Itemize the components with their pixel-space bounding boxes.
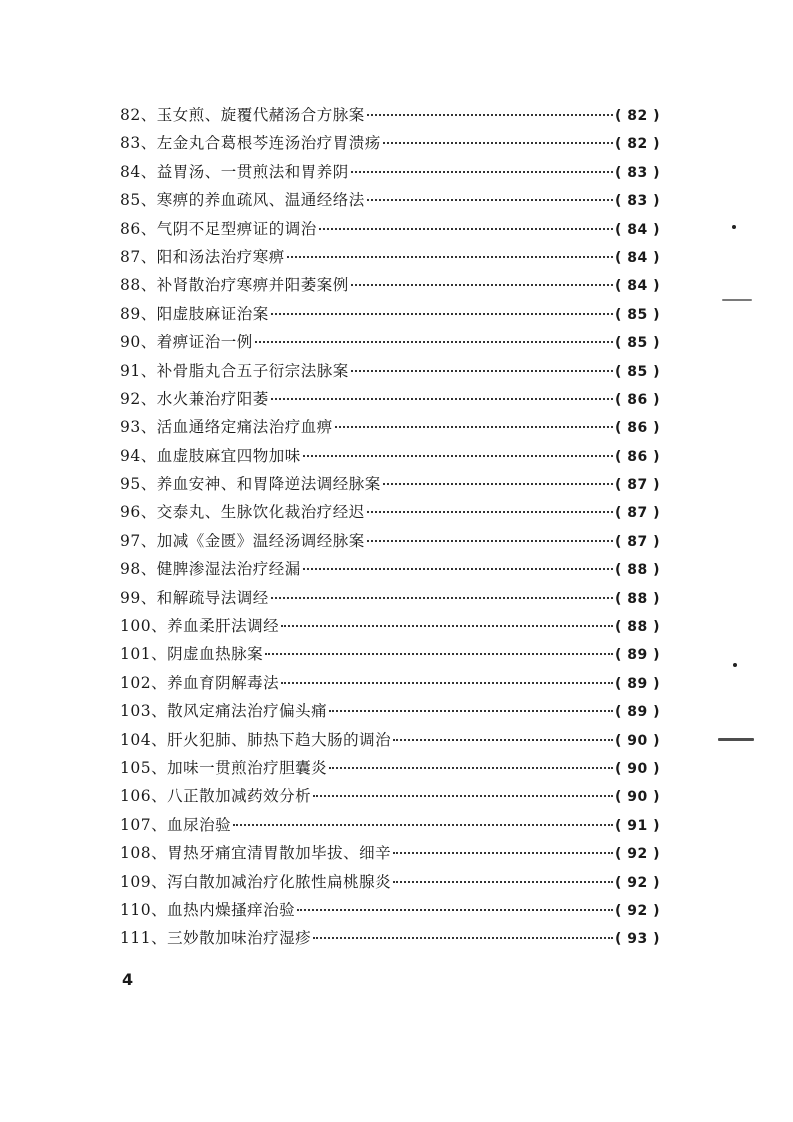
toc-leader-dots [367,511,613,513]
toc-entry-number: 107、 [120,815,168,834]
scan-speck [718,738,754,741]
toc-entry-page: ( 83 ) [614,193,660,210]
toc-entry-page: ( 85 ) [614,306,660,323]
toc-leader-dots [255,341,613,343]
toc-leader-dots [265,653,613,655]
toc-entry-page: ( 89 ) [614,704,660,721]
toc-entry-page: ( 93 ) [614,931,660,948]
toc-entry-number: 103、 [120,702,168,721]
toc-entry-title: 活血通络定痛法治疗血痹 [156,418,333,437]
toc-entry-title: 血热内燥搔痒治验 [167,900,296,919]
toc-entry-page: ( 88 ) [614,562,660,579]
toc-entry-title: 寒痹的养血疏风、温通经络法 [156,191,365,210]
toc-entry-number: 89、 [120,304,157,323]
toc-entry-page: ( 82 ) [614,136,660,153]
toc-entry-number: 93、 [120,418,157,437]
toc-entry [120,500,660,528]
toc-entry-page: ( 89 ) [614,675,660,692]
toc-entry-title: 养血育阴解毒法 [167,673,280,692]
toc-entry-title: 阳虚肢麻证治案 [156,304,269,323]
toc-entry [120,728,660,756]
toc-entry-number: 90、 [120,333,157,352]
toc-entry-title: 加减《金匮》温经汤调经脉案 [156,531,365,550]
toc-entry-title: 养血柔肝法调经 [167,617,280,636]
toc-leader-dots [281,625,613,627]
toc-entry-number: 87、 [120,247,157,266]
toc-entry-title: 阴虚血热脉案 [167,645,264,664]
toc-entry-number: 106、 [120,787,168,806]
toc-entry-title: 着痹证治一例 [156,333,253,352]
toc-entry-number: 83、 [120,134,157,153]
toc-leader-dots [319,228,613,230]
toc-entry-title: 三妙散加味治疗湿疹 [167,929,312,948]
toc-entry-title: 养血安神、和胃降逆法调经脉案 [156,475,381,494]
toc-leader-dots [351,370,613,372]
toc-entry-title: 阳和汤法治疗寒痹 [156,247,285,266]
toc-entry-page: ( 87 ) [614,505,660,522]
toc-entry-page: ( 84 ) [614,221,660,238]
toc-entry-page: ( 92 ) [614,874,660,891]
toc-leader-dots [271,398,613,400]
toc-entry [120,330,660,358]
toc-entry-page: ( 86 ) [614,391,660,408]
toc-entry-page: ( 90 ) [614,760,660,777]
toc-entry-page: ( 85 ) [614,335,660,352]
toc-entry [120,671,660,699]
toc-entry-number: 85、 [120,191,157,210]
toc-entry-page: ( 91 ) [614,817,660,834]
toc-entry [120,359,660,387]
toc-leader-dots [383,483,613,485]
toc-entry-number: 94、 [120,446,157,465]
toc-entry [120,614,660,642]
toc-entry-page: ( 90 ) [614,732,660,749]
toc-entry [120,160,660,188]
scan-speck [733,663,737,667]
toc-entry [120,756,660,784]
toc-entry [120,415,660,443]
toc-entry-number: 91、 [120,361,157,380]
toc-entry-number: 111、 [120,929,168,948]
toc-entry-number: 84、 [120,162,157,181]
toc-entry [120,642,660,670]
toc-entry-number: 109、 [120,872,168,891]
toc-entry-title: 补肾散治疗寒痹并阳萎案例 [156,276,349,295]
toc-entry-title: 肝火犯肺、肺热下趋大肠的调治 [167,730,392,749]
toc-entry-page: ( 89 ) [614,647,660,664]
toc-entry [120,926,660,954]
toc-entry-page: ( 86 ) [614,420,660,437]
toc-entry-page: ( 92 ) [614,846,660,863]
toc-leader-dots [303,568,613,570]
toc-leader-dots [271,313,613,315]
toc-entry-title: 加味一贯煎治疗胆囊炎 [167,758,328,777]
toc-entry-title: 血尿治验 [167,815,232,834]
toc-leader-dots [281,682,613,684]
toc-leader-dots [367,114,613,116]
toc-leader-dots [393,852,613,854]
toc-entry-number: 105、 [120,758,168,777]
toc-leader-dots [335,426,613,428]
toc-entry-title: 血虚肢麻宜四物加味 [156,446,301,465]
toc-entry-page: ( 90 ) [614,789,660,806]
page-number: 4 [122,970,134,989]
toc-entry [120,557,660,585]
toc-entry-number: 108、 [120,844,168,863]
toc-entry-page: ( 87 ) [614,477,660,494]
toc-entry [120,529,660,557]
toc-entry-number: 100、 [120,617,168,636]
toc-entry-number: 96、 [120,503,157,522]
toc-entry-page: ( 83 ) [614,164,660,181]
toc-leader-dots [313,937,613,939]
scan-speck [732,225,736,229]
toc-entry-title: 泻白散加减治疗化脓性扁桃腺炎 [167,872,392,891]
toc-entry-number: 104、 [120,730,168,749]
toc-entry-number: 99、 [120,588,157,607]
toc-entry [120,586,660,614]
toc-entry [120,784,660,812]
toc-entry-number: 101、 [120,645,168,664]
toc-leader-dots [351,171,613,173]
toc-leader-dots [329,710,613,712]
toc-leader-dots [351,284,613,286]
toc-entry-title: 和解疏导法调经 [156,588,269,607]
toc-entry-number: 102、 [120,673,168,692]
toc-leader-dots [271,597,613,599]
toc-entry-number: 97、 [120,531,157,550]
toc-entry-title: 左金丸合葛根芩连汤治疗胃溃疡 [156,134,381,153]
toc-entry-title: 健脾渗湿法治疗经漏 [156,560,301,579]
toc-entry [120,898,660,926]
toc-entry-number: 110、 [120,900,168,919]
toc-entry [120,245,660,273]
toc-entry-page: ( 88 ) [614,619,660,636]
toc-entry-page: ( 84 ) [614,249,660,266]
toc-leader-dots [313,795,613,797]
toc-entry-title: 益胃汤、一贯煎法和胃养阴 [156,162,349,181]
toc-entry-number: 95、 [120,475,157,494]
toc-leader-dots [393,739,613,741]
toc-leader-dots [303,455,613,457]
toc-entry [120,813,660,841]
toc-entry [120,188,660,216]
toc-entry-number: 92、 [120,389,157,408]
toc-entry-title: 胃热牙痛宜清胃散加毕拔、细辛 [167,844,392,863]
toc-leader-dots [383,142,613,144]
toc-entry [120,217,660,245]
toc-leader-dots [367,199,613,201]
toc-entry [120,302,660,330]
toc-leader-dots [297,909,613,911]
toc-entry-page: ( 92 ) [614,902,660,919]
toc-leader-dots [287,256,613,258]
toc-entry [120,387,660,415]
toc-entry-title: 八正散加减药效分析 [167,787,312,806]
toc-entry-page: ( 85 ) [614,363,660,380]
toc-entry [120,273,660,301]
toc-leader-dots [367,540,613,542]
scan-speck [722,299,752,301]
table-of-contents [120,103,660,955]
toc-entry-title: 玉女煎、旋覆代赭汤合方脉案 [156,106,365,124]
toc-entry [120,103,660,131]
toc-entry-number: 82、 [120,106,157,124]
toc-entry-page: ( 84 ) [614,278,660,295]
toc-entry-number: 86、 [120,219,157,238]
toc-leader-dots [393,881,613,883]
toc-entry [120,870,660,898]
toc-leader-dots [329,767,613,769]
toc-entry-page: ( 82 ) [614,108,660,124]
toc-entry-title: 散风定痛法治疗偏头痛 [167,702,328,721]
toc-entry-number: 88、 [120,276,157,295]
toc-entry-title: 交泰丸、生脉饮化裁治疗经迟 [156,503,365,522]
toc-entry-title: 气阴不足型痹证的调治 [156,219,317,238]
toc-leader-dots [233,824,613,826]
toc-entry [120,699,660,727]
toc-entry [120,131,660,159]
toc-entry [120,472,660,500]
toc-entry-title: 补骨脂丸合五子衍宗法脉案 [156,361,349,380]
toc-entry-title: 水火兼治疗阳萎 [156,389,269,408]
toc-entry-number: 98、 [120,560,157,579]
toc-entry-page: ( 86 ) [614,448,660,465]
toc-entry [120,444,660,472]
toc-entry-page: ( 87 ) [614,533,660,550]
toc-entry [120,841,660,869]
toc-entry-page: ( 88 ) [614,590,660,607]
